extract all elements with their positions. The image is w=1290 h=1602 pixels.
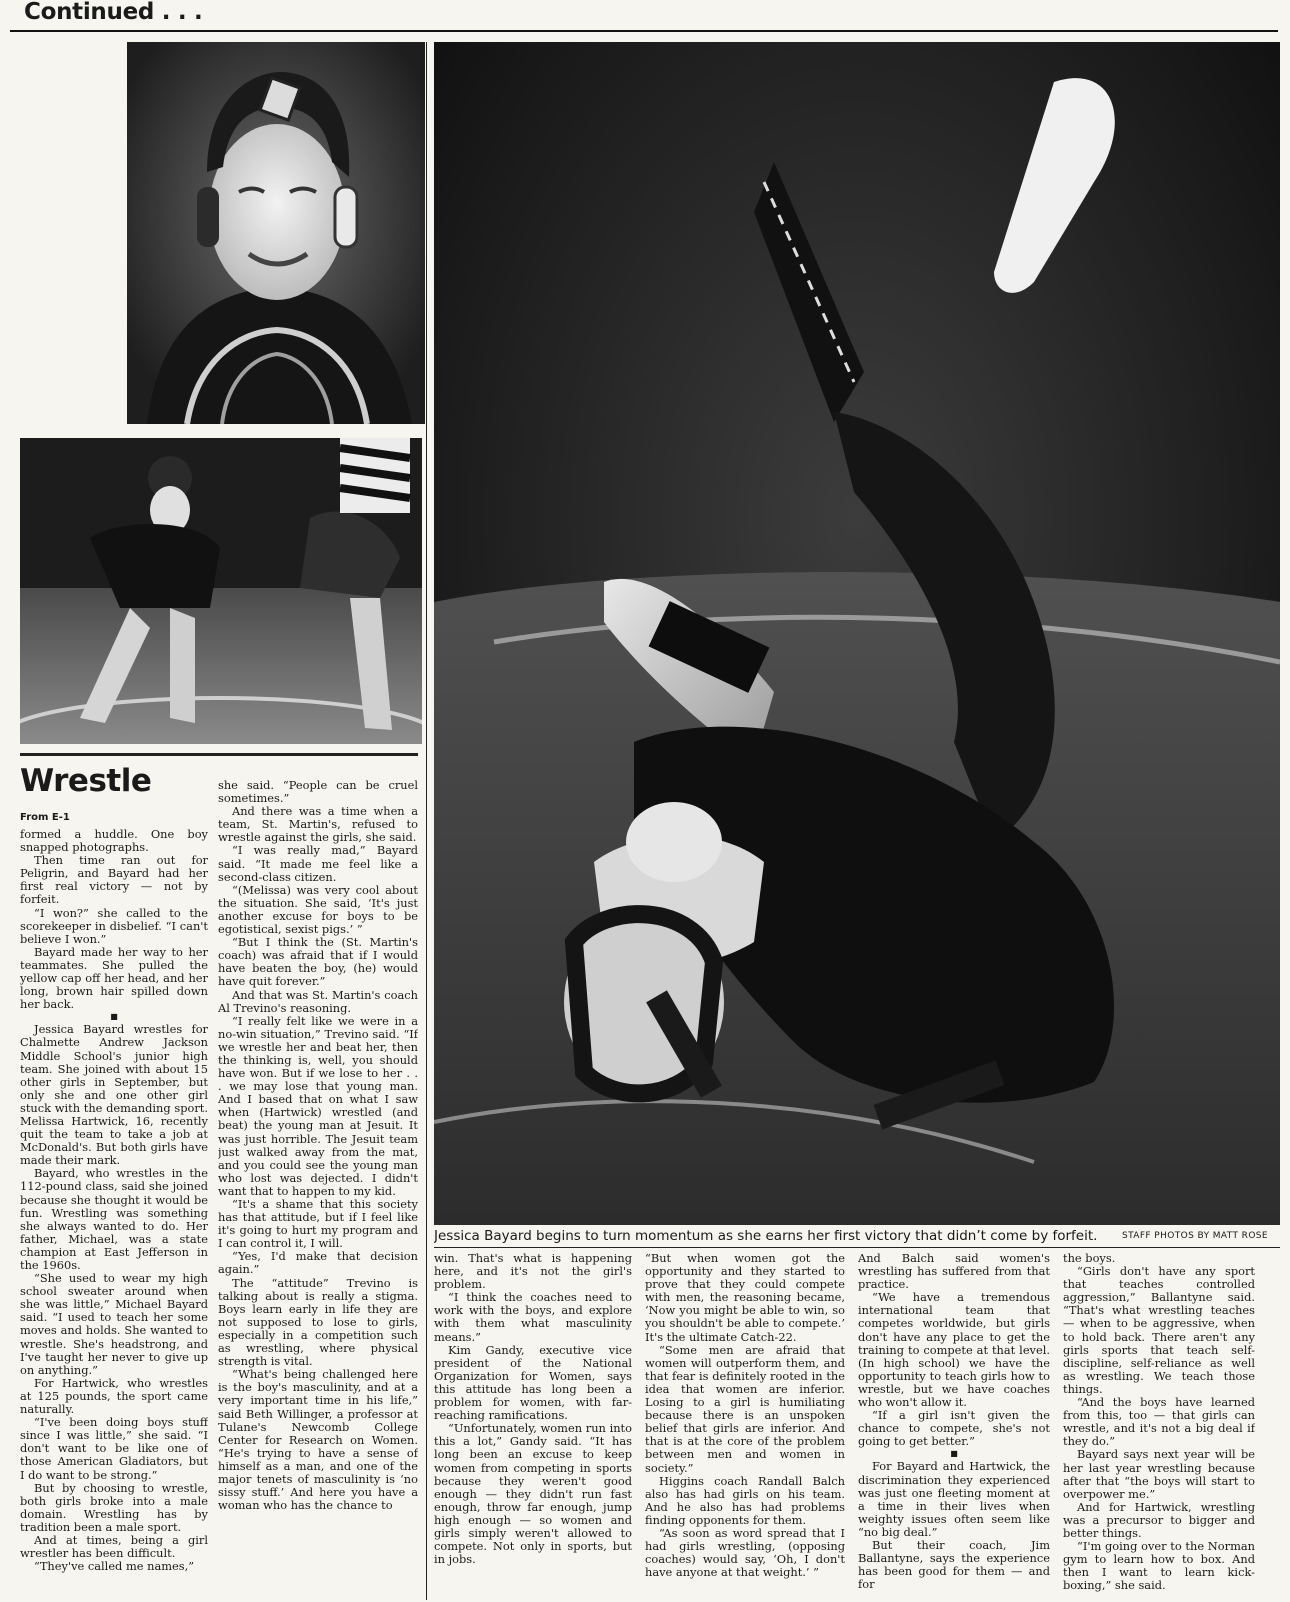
article-paragraph: “We have a tremendous international team that competes worldwide, but girls don't have any place to get the training to compete at that level. (In high school) we have the opportunity to teach girls how to wrestle, but we have coaches who won't allow it. [858, 1290, 1050, 1410]
caption-text: Jessica Bayard begins to turn momentum as she earns her first victory that didn’t come by forfeit. [434, 1228, 1098, 1244]
column-rule [426, 42, 427, 1600]
section-header [10, 0, 1278, 32]
article-column-3 [434, 1252, 632, 1600]
article-paragraph: “It's a shame that this society has that attitude, but if I feel like it's going to hurt my program and I can control it, I will. [218, 1197, 418, 1251]
article-column-5 [858, 1252, 1050, 1600]
article-paragraph: And Balch said women's wrestling has suffered from that practice. [858, 1252, 1050, 1292]
article-paragraph: “Unfortunately, women run into this a lot,” Gandy said. “It has long been an excuse to keep women from competing in sports because they weren't good enough — they didn't run fast enough, throw far enough, jump high enough — so women and girls simply weren't allowed to compete. Not only in sports, but in jobs. [434, 1421, 632, 1567]
article-paragraph: Bayard made her way to her teammates. She pulled the yellow cap off her head, and her long, brown hair spilled down her back. [20, 944, 208, 1012]
article-paragraph: “I really felt like we were in a no-win situation,” Trevino said. “If we wrestle her and beat her, then the thinking is, well, you should have won. But if we lose to her . . . we may lose that young man. And I based that on what I saw when (Hartwick) wrestled (and beat) the young man at Jesuit. It was just horrible. The Jesuit team just walked away from the mat, and you could see the young man who lost was dejected. I didn't want that to happen to my kid. [218, 1013, 418, 1198]
article-headline: Wrestle [20, 763, 152, 799]
article-paragraph: “I was really mad,” Bayard said. “It made me feel like a second-class citizen. [218, 843, 418, 884]
section-break-bullet: ■ [950, 1449, 958, 1459]
article-paragraph: she said. “People can be cruel sometimes.” [218, 779, 418, 806]
portrait-photo [127, 42, 425, 424]
article-paragraph: The “attitude” Trevino is talking about is really a stigma. Boys learn early in life they are not supposed to lose to girls, especially in a competition such as wrestling, where physical strength is vital. [218, 1275, 418, 1369]
article-paragraph: “If a girl isn't given the chance to compete, she's not going to get better.” [858, 1408, 1050, 1449]
article-column-1 [20, 828, 208, 1598]
article-paragraph: “She used to wear my high school sweater around when she was little,” Michael Bayard said. “I used to teach her some moves and holds. She wanted to wrestle. She's headstrong, and I've taught her never to give up on anything.” [20, 1271, 208, 1377]
article-column-6 [1063, 1252, 1255, 1600]
article-paragraph: “I think the coaches need to work with the boys, and explore with them what masculinity means.” [434, 1290, 632, 1344]
article-paragraph: “As soon as word spread that I had girls wrestling, (opposing coaches) would say, ‘Oh, I don't have anyone at that weight.’ ” [645, 1525, 845, 1580]
section-break-bullet: ■ [110, 1012, 118, 1022]
article-paragraph: And that was St. Martin's coach Al Trevino's reasoning. [218, 987, 418, 1015]
article-paragraph: But their coach, Jim Ballantyne, says the experience has been good for them — and for [858, 1537, 1050, 1592]
caption-rule [434, 1247, 1280, 1248]
article-paragraph: “But when women got the opportunity and they started to prove that they could compete with men, the reasoning became, ‘Now you might be able to win, so you shouldn't be able to compete.’ It's the ultimate Catch-22. [645, 1252, 845, 1344]
article-paragraph: “I've been doing boys stuff since I was little,” she said. “I don't want to be like one of those American Gladiators, but I do want to be strong.” [20, 1415, 208, 1482]
photo-credit: STAFF PHOTOS BY MATT ROSE [1121, 1231, 1268, 1241]
article-paragraph: “I'm going over to the Norman gym to learn how to box. And then I want to learn kick-boxing,” she said. [1063, 1539, 1255, 1593]
article-paragraph: Then time ran out for Peligrin, and Bayard had her first real victory — not by forfeit. [20, 853, 208, 907]
article-paragraph: win. That's what is happening here, and it's not the girl's problem. [434, 1252, 632, 1292]
article-column-2 [218, 779, 418, 1599]
article-paragraph: Higgins coach Randall Balch also has had girls on his team. And he also has had problems finding opponents for them. [645, 1473, 845, 1527]
article-paragraph: For Bayard and Hartwick, the discrimination they experienced was just one fleeting moment at a time in their lives when weighty issues often seem like “no big deal.” [858, 1459, 1050, 1539]
article-paragraph: And there was a time when a team, St. Martin's, refused to wrestle against the girls, she said. [218, 804, 418, 845]
article-paragraph: Bayard says next year will be her last year wrestling because after that “the boys will start to overpower me.” [1063, 1447, 1255, 1501]
article-paragraph: “Yes, I'd make that decision again.” [218, 1249, 418, 1277]
continued-label: Continued . . . [24, 0, 203, 25]
jump-from-line: From E-1 [20, 812, 70, 823]
article-column-4 [645, 1252, 845, 1600]
article-paragraph: formed a huddle. One boy snapped photographs. [20, 828, 208, 855]
article-paragraph: Jessica Bayard wrestles for Chalmette Andrew Jackson Middle School's junior high team. She joined with about 15 other girls in September, but only she and one other girl stuck with the demanding sport. Melissa Hartwick, 16, recently quit the team to take a job at McDonald's. But both girls have made their mark. [20, 1022, 208, 1168]
article-paragraph: “Some men are afraid that women will outperform them, and that fear is definitely rooted in the idea that women are inferior. Losing to a girl is humiliating because there is an unspoken belief that girls are inferior. And that is at the core of the problem between men and women in society.” [645, 1342, 845, 1475]
headline-rule [20, 753, 418, 756]
article-paragraph: Bayard, who wrestles in the 112-pound class, said she joined because she thought it would be fun. Wrestling was something she always wanted to do. Her father, Michael, was a state champion at East Jefferson in the 1960s. [20, 1166, 208, 1272]
main-wrestling-photo [434, 42, 1280, 1225]
article-paragraph: “What's being challenged here is the boy's masculinity, and at a very important time in his life,” said Beth Willinger, a professor at Tulane's Newcomb College Center for Research on Women. “He's trying to have a sense of himself as a man, and one of the major tenets of masculinity is ‘no sissy stuff.’ And here you have a woman who has the chance to [218, 1367, 418, 1513]
article-paragraph: “And the boys have learned from this, too — that girls can wrestle, and it's not a big deal if they do.” [1063, 1395, 1255, 1449]
article-paragraph: But by choosing to wrestle, both girls broke into a male domain. Wrestling has by tradition been a male sport. [20, 1480, 208, 1534]
article-paragraph: “They've called me names,” [34, 1559, 195, 1574]
article-paragraph: For Hartwick, who wrestles at 125 pounds, the sport came naturally. [20, 1375, 208, 1417]
article-paragraph: “But I think the (St. Martin's coach) was afraid that if I would have beaten the boy, (he) would have quit forever.” [218, 935, 418, 989]
article-paragraph: And for Hartwick, wrestling was a precursor to bigger and better things. [1063, 1499, 1255, 1540]
article-paragraph: And at times, being a girl wrestler has been difficult. [20, 1532, 208, 1561]
article-paragraph: the boys. [1063, 1252, 1116, 1265]
article-paragraph: “(Melissa) was very cool about the situation. She said, ‘It's just another excuse for boys to be egotistical, sexist pigs.’ ” [218, 882, 418, 937]
photo-caption [434, 1226, 1280, 1246]
article-paragraph: “I won?” she called to the scorekeeper in disbelief. “I can't believe I won.” [20, 905, 208, 946]
article-paragraph: “Girls don't have any sport that teaches controlled aggression,” Ballantyne said. “That's what wrestling teaches — when to be aggressive, when to hold back. There aren't any girls sports that teach self-discipline, self-reliance as well as wrestling. We teach those things. [1063, 1264, 1255, 1396]
article-paragraph: Kim Gandy, executive vice president of the National Organization for Women, says this attitude has long been a problem for women, with far-reaching ramifications. [434, 1342, 632, 1423]
match-photo [20, 438, 422, 744]
